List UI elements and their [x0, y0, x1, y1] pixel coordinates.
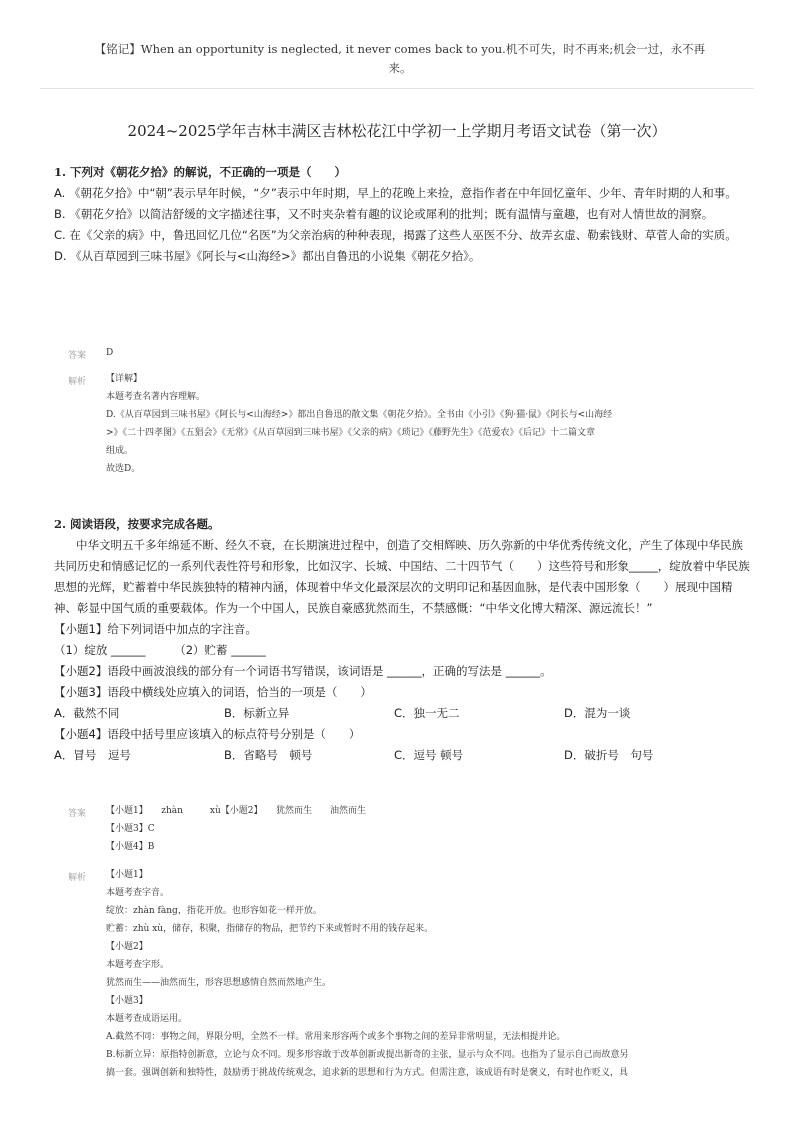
question-2 — [54, 514, 754, 766]
motto-line-1: 【铭记】When an opportunity is neglected, it never comes back to you.机不可失，时不再来;机会一过，永不再 — [94, 42, 706, 56]
question-1-answer: D — [106, 348, 114, 358]
subquestion-3: 【小题3】语段中横线处应填入的词语，恰当的一项是（ ） — [54, 685, 372, 699]
subquestion-3-options — [54, 703, 754, 724]
subquestion-4-option-a: A．冒号 逗号 — [54, 748, 131, 762]
analysis-line: A.截然不同：事物之间，界限分明，全然不一样。常用来形容两个或多个事物之间的差异非常明显，无法相提并论。 — [106, 1032, 566, 1042]
answer-line: 【小题4】B — [106, 842, 155, 852]
analysis-line: D.《从百草园到三味书屋》《阿长与<山海经>》都出自鲁迅的散文集《朝花夕拾》。全书由《小引》《狗·猫·鼠》《阿长与<山海经 — [106, 410, 613, 420]
analysis-line: 犹然而生——油然而生，形容思想感情自然而然地产生。 — [106, 978, 332, 988]
subquestion-2: 【小题2】语段中画波浪线的部分有一个词语书写错误，该词语是 ______，正确的写法是 ______。 — [54, 664, 552, 678]
question-1-analysis-label: 解析 — [68, 377, 87, 387]
subquestion-4-options — [54, 745, 754, 766]
analysis-line: 绽放：zhàn fàng，指花开放。也形容如花一样开放。 — [106, 906, 322, 916]
analysis-line: 本题考查字音。 — [106, 888, 170, 898]
subquestion-1: 【小题1】给下列词语中加点的字注音。 — [54, 622, 257, 636]
analysis-line: 【详解】 — [106, 374, 143, 384]
question-1-option-b: B. 《朝花夕拾》以简洁舒缓的文字描述往事，又不时夹杂着有趣的议论或犀利的批判；既有温情与童趣，也有对人情世故的洞察。 — [54, 207, 714, 221]
question-1-analysis — [106, 370, 746, 478]
question-2-passage: 中华文明五千多年绵延不断、经久不衰，在长期演进过程中，创造了交相辉映、历久弥新的中华优秀传统文化，产生了体现中华民族共同历史和情感记忆的一系列代表性符号和形象，比如汉字、长城、中国结、二十四节气（ ）这些符号和形象_____，绽放着中华民族思想的光辉，贮蓄着中华民族独特的精神内涵，体现着中华文化最深层次的文明印记和基因血脉，是代表中国形象（ ）展现中国精神、彰显中国气质的重要载体。作为一个中国人，民族自豪感犹然而生，不禁感慨：“中华文化博大精深、源远流长！” — [54, 538, 750, 615]
question-1 — [54, 162, 754, 267]
subquestion-3-option-b: B．标新立异 — [224, 706, 290, 720]
page-title: 2024~2025学年吉林丰满区吉林松花江中学初一上学期月考语文试卷（第一次） — [127, 122, 667, 140]
analysis-line: 本题考查字形。 — [106, 960, 170, 970]
question-1-option-c: C. 在《父亲的病》中，鲁迅回忆几位“名医”为父亲治病的种种表现，揭露了这些人巫医不分、故弄玄虚、勒索钱财、草菅人命的实质。 — [54, 228, 737, 242]
analysis-line: 本题考查名著内容理解。 — [106, 392, 206, 402]
answer-line: 【小题1】 zhàn xù【小题2】 犹然而生 油然而生 — [106, 806, 367, 816]
analysis-line: 贮蓄：zhù xù，储存，积聚，指储存的物品，把节约下来或暂时不用的钱存起来。 — [106, 924, 434, 934]
analysis-line: 【小题3】 — [106, 996, 148, 1006]
analysis-line: 组成。 — [106, 446, 134, 456]
subquestion-4-option-c: C．逗号 顿号 — [394, 748, 464, 762]
analysis-line: B.标新立异：原指特创新意，立论与众不同。现多形容敢于改革创新或提出新奇的主张，显示与众不同。也指为了显示自己而故意另 — [106, 1050, 629, 1060]
subquestion-4-option-b: B．省略号 顿号 — [224, 748, 313, 762]
question-1-answer-label: 答案 — [68, 351, 87, 361]
question-2-answer-label: 答案 — [68, 809, 87, 819]
motto-banner — [40, 40, 760, 78]
analysis-line: >》《二十四孝图》《五猖会》《无常》《从百草园到三味书屋》《父亲的病》《琐记》《藤野先生》《范爱农》《后记》十二篇文章 — [106, 428, 596, 438]
subquestion-3-option-a: A．截然不同 — [54, 706, 120, 720]
analysis-line: 本题考查成语运用。 — [106, 1014, 188, 1024]
question-2-stem: 2. 阅读语段，按要求完成各题。 — [54, 517, 220, 531]
subquestion-1-items: （1）绽放 ______ （2）贮蓄 ______ — [54, 643, 266, 657]
analysis-line: 【小题1】 — [106, 870, 148, 880]
subquestion-3-option-d: D．混为一谈 — [564, 706, 631, 720]
subquestion-3-option-c: C．独一无二 — [394, 706, 460, 720]
question-1-stem: 1. 下列对《朝花夕拾》的解说，不正确的一项是（ ） — [54, 165, 347, 179]
question-2-answer — [106, 802, 746, 856]
analysis-line: 故选D。 — [106, 464, 141, 474]
analysis-line: 搞一套。强调创新和独特性，鼓励勇于挑战传统观念，追求新的思想和行为方式。但需注意，该成语有时是褒义，有时也作贬义，具 — [106, 1068, 629, 1078]
question-1-option-a: A. 《朝花夕拾》中“朝”表示早年时候，“夕”表示中年时期，早上的花晚上来捡，意指作者在中年回忆童年、少年、青年时期的人和事。 — [54, 186, 737, 200]
subquestion-4: 【小题4】语段中括号里应该填入的标点符号分别是（ ） — [54, 727, 361, 741]
analysis-line: 【小题2】 — [106, 942, 148, 952]
header-divider — [40, 88, 754, 89]
question-1-option-d: D. 《从百草园到三味书屋》《阿长与<山海经>》都出自鲁迅的小说集《朝花夕拾》。 — [54, 249, 481, 263]
motto-line-2: 来。 — [388, 61, 412, 75]
answer-line: 【小题3】C — [106, 824, 155, 834]
question-2-analysis — [106, 866, 746, 1082]
question-2-analysis-label: 解析 — [68, 873, 87, 883]
subquestion-4-option-d: D．破折号 句号 — [564, 748, 654, 762]
